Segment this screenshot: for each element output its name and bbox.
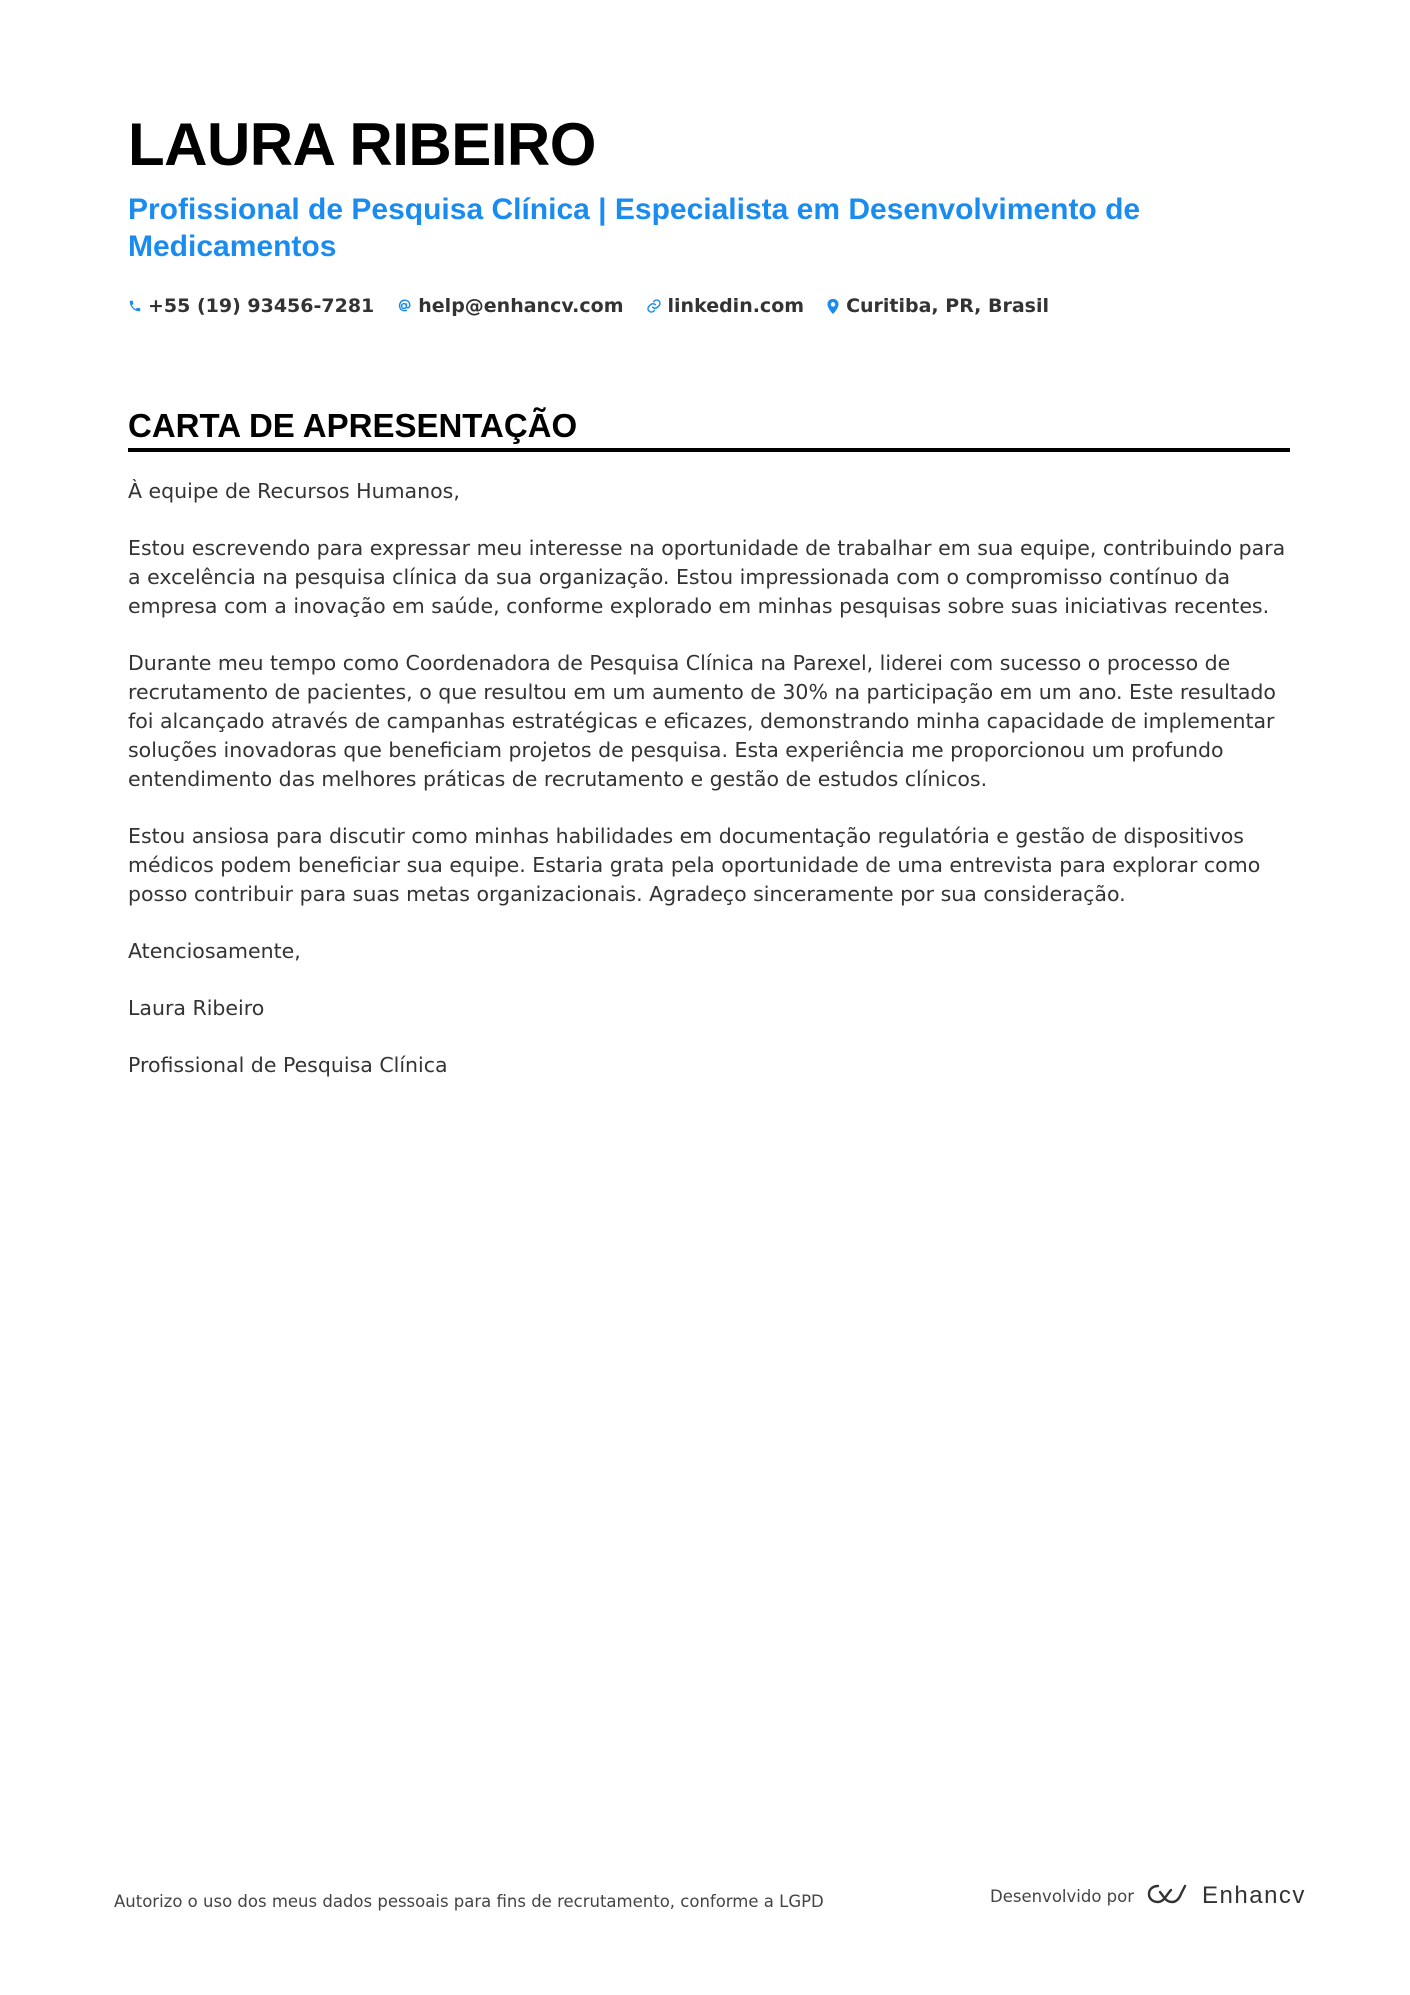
signature-title: Profissional de Pesquisa Clínica — [128, 1053, 448, 1077]
contact-phone — [128, 295, 374, 317]
phone-text: +55 (19) 93456-7281 — [148, 295, 375, 317]
location-pin-icon — [826, 298, 840, 315]
location-text: Curitiba, PR, Brasil — [846, 295, 1050, 317]
brand-logo[interactable] — [1146, 1882, 1306, 1910]
letter-paragraph: Durante meu tempo como Coordenadora de Pesquisa Clínica na Parexel, liderei com sucesso o processo de recrutamento de pacientes, o que resultou em um aumento de 30% na participação em um ano. Este resultado foi alcançado através de campanhas estratégicas e eficazes, demonstrando minha capacidade de implementar soluções inovadoras que beneficiam projetos de pesquisa. Esta experiência me proporcionou um profundo entendimento das melhores práticas de recrutamento e gestão de estudos clínicos. — [128, 651, 1276, 791]
letter-closing: Atenciosamente, — [128, 939, 301, 963]
letter-salutation: À equipe de Recursos Humanos, — [128, 479, 460, 503]
contact-bar — [128, 292, 1049, 320]
powered-by — [990, 1882, 1306, 1910]
letter-paragraph: Estou ansiosa para discutir como minhas habilidades em documentação regulatória e gestão de dispositivos médicos podem beneficiar sua equipe. Estaria grata pela oportunidade de uma entrevista para explorar como posso contribuir para suas metas organizacionais. Agradeço sinceramente por sua consideração. — [128, 824, 1261, 906]
powered-by-label: Desenvolvido por — [990, 1886, 1135, 1906]
email-text: help@enhancv.com — [418, 295, 624, 317]
contact-location — [826, 295, 1049, 317]
linkedin-text: linkedin.com — [667, 295, 805, 317]
candidate-name: LAURA RIBEIRO — [128, 111, 596, 178]
consent-note: Autorizo o uso dos meus dados pessoais para fins de recrutamento, conforme a LGPD — [114, 1892, 824, 1911]
letter-paragraph: Estou escrevendo para expressar meu interesse na oportunidade de trabalhar em sua equipe, contribuindo para a excelência na pesquisa clínica da sua organização. Estou impressionada com o compromisso contínuo da empresa com a inovação em saúde, conforme explorado em minhas pesquisas sobre suas iniciativas recentes. — [128, 536, 1286, 618]
contact-linkedin[interactable] — [646, 295, 805, 317]
section-divider — [128, 448, 1290, 452]
candidate-subtitle: Profissional de Pesquisa Clínica | Especialista em Desenvolvimento de Medicamentos — [128, 193, 1141, 263]
enhancv-logo-icon — [1146, 1882, 1192, 1910]
brand-name: Enhancv — [1202, 1882, 1306, 1909]
at-icon — [396, 298, 412, 314]
section-title: CARTA DE APRESENTAÇÃO — [128, 407, 578, 444]
contact-email[interactable] — [396, 295, 623, 317]
signature-name: Laura Ribeiro — [128, 996, 265, 1020]
link-icon — [646, 298, 662, 314]
letter-body — [128, 477, 1293, 1108]
phone-icon — [128, 299, 142, 313]
